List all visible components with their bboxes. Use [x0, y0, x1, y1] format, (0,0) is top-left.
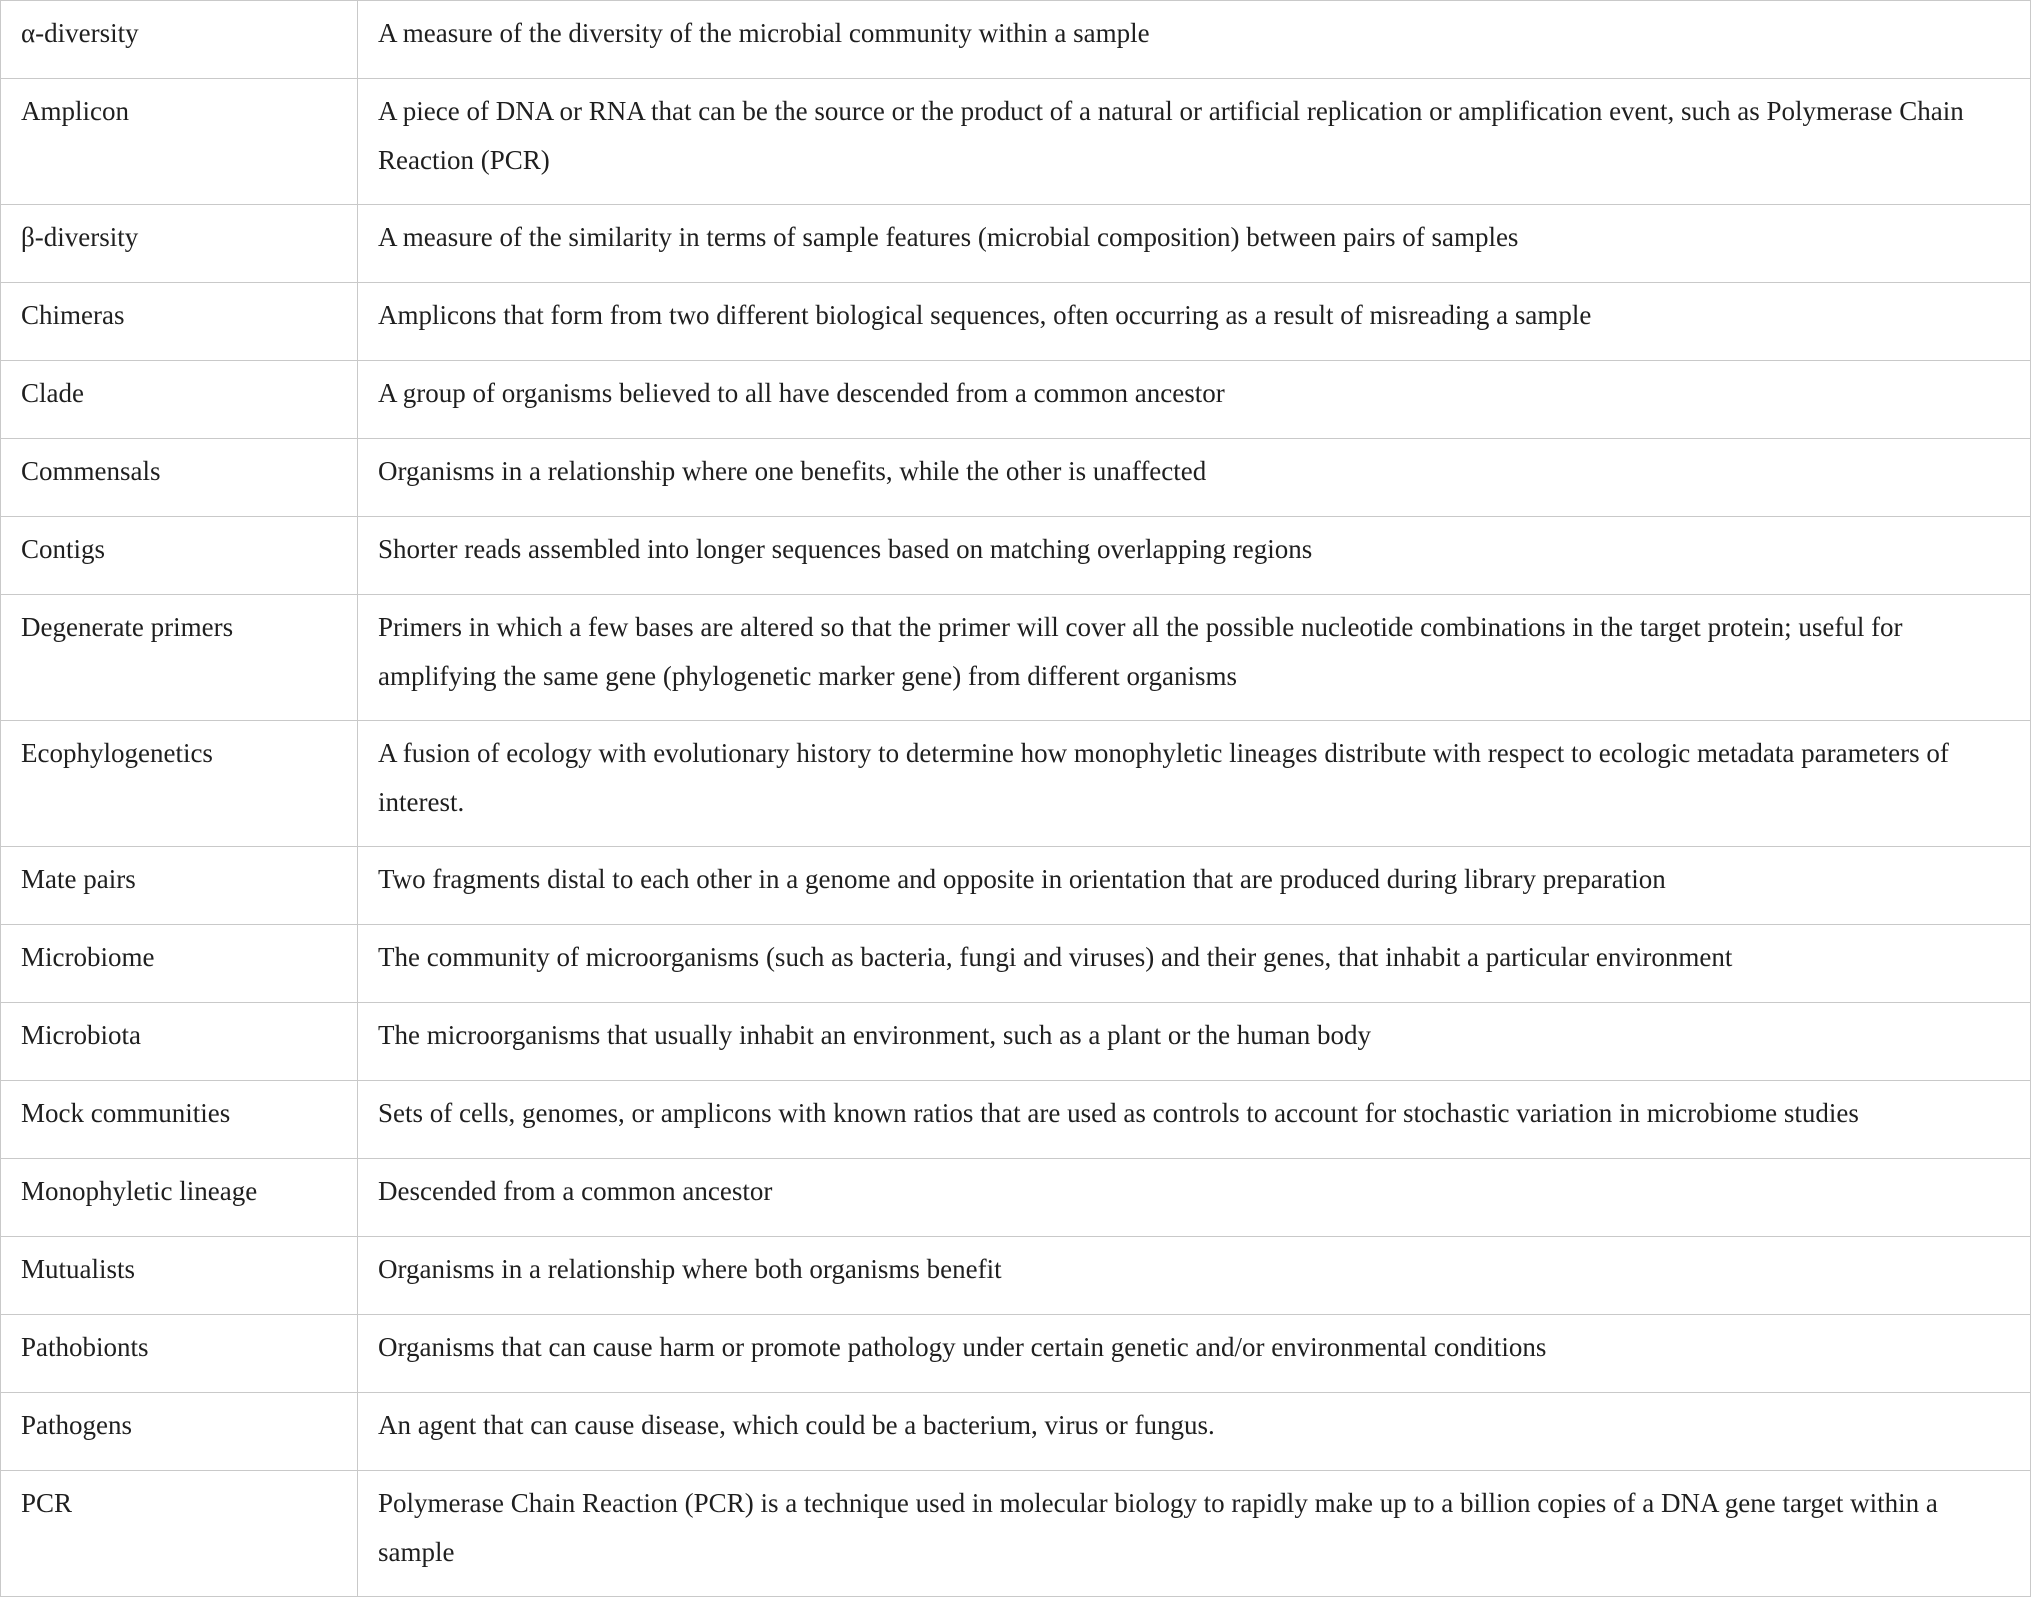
table-row	[1, 205, 2031, 283]
table-row	[1, 79, 2031, 205]
definition-cell: The microorganisms that usually inhabit an environment, such as a plant or the human body	[358, 1003, 2031, 1081]
table-row	[1, 1393, 2031, 1471]
term-cell: Microbiota	[1, 1003, 358, 1081]
table-row	[1, 283, 2031, 361]
table-row	[1, 847, 2031, 925]
definition-cell: Organisms in a relationship where both organisms benefit	[358, 1237, 2031, 1315]
table-row	[1, 1, 2031, 79]
table-row	[1, 1081, 2031, 1159]
term-cell: β-diversity	[1, 205, 358, 283]
definition-cell: The community of microorganisms (such as bacteria, fungi and viruses) and their genes, that inhabit a particular environment	[358, 925, 2031, 1003]
definition-cell: A measure of the similarity in terms of sample features (microbial composition) between pairs of samples	[358, 205, 2031, 283]
definition-cell: Two fragments distal to each other in a genome and opposite in orientation that are produced during library preparation	[358, 847, 2031, 925]
term-cell: Microbiome	[1, 925, 358, 1003]
definition-cell: Polymerase Chain Reaction (PCR) is a technique used in molecular biology to rapidly make up to a billion copies of a DNA gene target within a sample	[358, 1471, 2031, 1597]
definition-cell: A piece of DNA or RNA that can be the source or the product of a natural or artificial replication or amplification event, such as Polymerase Chain Reaction (PCR)	[358, 79, 2031, 205]
table-row	[1, 1159, 2031, 1237]
term-cell: Contigs	[1, 517, 358, 595]
term-cell: Pathobionts	[1, 1315, 358, 1393]
definition-cell: Descended from a common ancestor	[358, 1159, 2031, 1237]
table-row	[1, 517, 2031, 595]
term-cell: Monophyletic lineage	[1, 1159, 358, 1237]
term-cell: Commensals	[1, 439, 358, 517]
table-row	[1, 925, 2031, 1003]
definition-cell: A fusion of ecology with evolutionary history to determine how monophyletic lineages distribute with respect to ecologic metadata parameters of interest.	[358, 721, 2031, 847]
table-row	[1, 721, 2031, 847]
definition-cell: A group of organisms believed to all have descended from a common ancestor	[358, 361, 2031, 439]
term-cell: Mutualists	[1, 1237, 358, 1315]
glossary-table-body	[1, 1, 2031, 1597]
term-cell: α-diversity	[1, 1, 358, 79]
table-row	[1, 439, 2031, 517]
table-row	[1, 1003, 2031, 1081]
term-cell: Mate pairs	[1, 847, 358, 925]
definition-cell: Organisms in a relationship where one benefits, while the other is unaffected	[358, 439, 2031, 517]
definition-cell: A measure of the diversity of the microbial community within a sample	[358, 1, 2031, 79]
term-cell: Pathogens	[1, 1393, 358, 1471]
definition-cell: Organisms that can cause harm or promote pathology under certain genetic and/or environmental conditions	[358, 1315, 2031, 1393]
definition-cell: Sets of cells, genomes, or amplicons with known ratios that are used as controls to account for stochastic variation in microbiome studies	[358, 1081, 2031, 1159]
term-cell: Chimeras	[1, 283, 358, 361]
term-cell: Mock communities	[1, 1081, 358, 1159]
table-row	[1, 1237, 2031, 1315]
term-cell: Clade	[1, 361, 358, 439]
definition-cell: An agent that can cause disease, which could be a bacterium, virus or fungus.	[358, 1393, 2031, 1471]
term-cell: Ecophylogenetics	[1, 721, 358, 847]
term-cell: PCR	[1, 1471, 358, 1597]
term-cell: Degenerate primers	[1, 595, 358, 721]
definition-cell: Shorter reads assembled into longer sequences based on matching overlapping regions	[358, 517, 2031, 595]
definition-cell: Primers in which a few bases are altered so that the primer will cover all the possible nucleotide combinations in the target protein; useful for amplifying the same gene (phylogenetic marker gene) from different organisms	[358, 595, 2031, 721]
table-row	[1, 361, 2031, 439]
term-cell: Amplicon	[1, 79, 358, 205]
table-row	[1, 595, 2031, 721]
definition-cell: Amplicons that form from two different biological sequences, often occurring as a result of misreading a sample	[358, 283, 2031, 361]
table-row	[1, 1471, 2031, 1597]
table-row	[1, 1315, 2031, 1393]
